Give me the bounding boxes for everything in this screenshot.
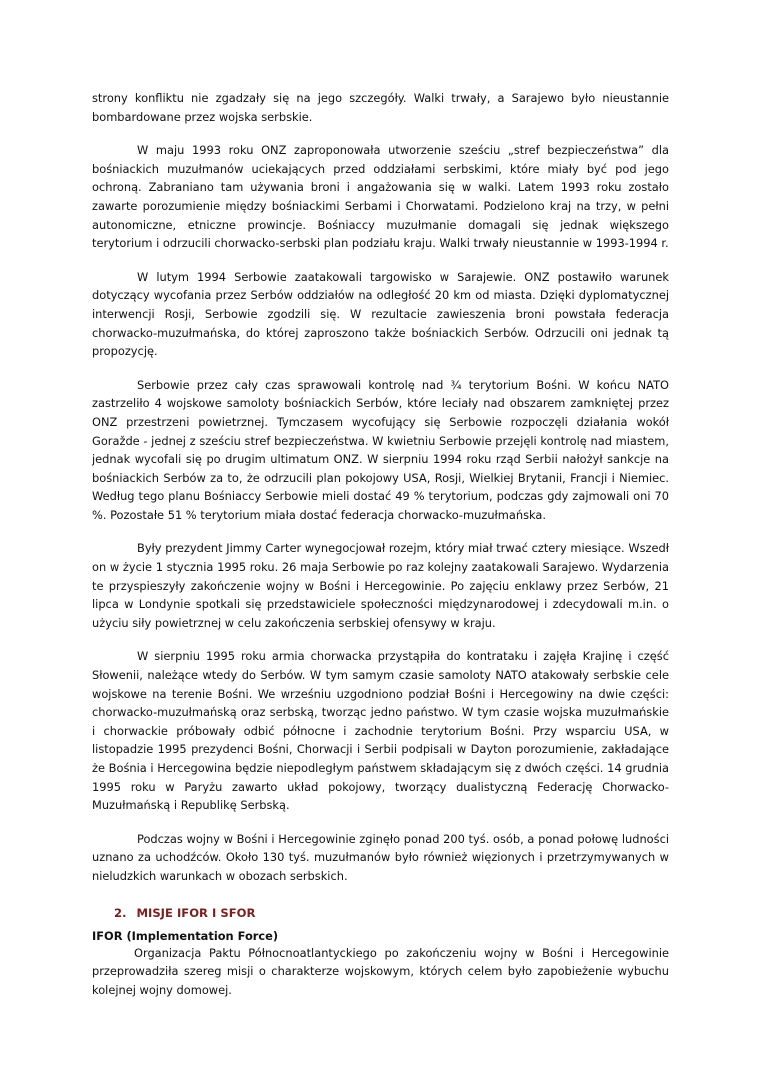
paragraph-5: Były prezydent Jimmy Carter wynegocjował rozejm, który miał trwać cztery miesiące. Wszedł on w życie 1 stycznia 1995 roku. 26 maja Serbowie po raz kolejny zaatakowali Sarajewo. Wydarzenia te przyspieszyły zakończenie wojny w Bośni i Hercegowinie. Po zajęciu enklawy przez Serbów, 21 lipca w Londynie spotkali się przedstawiciele społeczności międzynarodowej i zdecydowali m.in. o użyciu siły powietrznej w celu zakończenia serbskiej ofensywy w kraju. bbox=[92, 541, 669, 630]
section-number: 2. bbox=[114, 905, 127, 920]
section-title: MISJE IFOR I SFOR bbox=[136, 905, 256, 920]
paragraph-2: W maju 1993 roku ONZ zaproponowała utworzenie sześciu „stref bezpieczeństwa” dla bośniackich muzułmanów uciekających przed oddziałami serbskimi, które miały być pod jego ochroną. Zabraniano tam używania broni i angażowania się w walki. Latem 1993 roku zostało zawarte porozumienie między bośniackimi Serbami i Chorwatami. Podzielono kraj na trzy, w pełni autonomiczne, etniczne prowincje. Bośniaccy muzułmanie domagali się jednak większego terytorium i odrzucili chorwacko-serbski plan podziału kraju. Walki trwały nieustannie w 1993-1994 r. bbox=[92, 143, 669, 251]
document-page bbox=[92, 89, 669, 999]
subsection-heading: IFOR (Implementation Force) bbox=[92, 928, 279, 943]
subsection-paragraph: Organizacja Paktu Północnoatlantyckiego po zakończeniu wojny w Bośni i Hercegowinie przeprowadziła szereg misji o charakterze wojskowym, których celem było zapobieżenie wybuchu kolejnej wojny domowej. bbox=[92, 945, 669, 997]
paragraph-7: Podczas wojny w Bośni i Hercegowinie zginęło ponad 200 tyś. osób, a ponad połowę ludności uznano za uchodźców. Około 130 tyś. muzułmanów było również więzionych i przetrzymywanych w nieludzkich warunkach w obozach serbskich. bbox=[92, 831, 669, 883]
paragraph-3: W lutym 1994 Serbowie zaatakowali targowisko w Sarajewie. ONZ postawiło warunek dotyczący wycofania przez Serbów oddziałów na odległość 20 km od miasta. Dzięki dyplomatycznej interwencji Rosji, Serbowie zgodzili się. W rezultacie zawieszenia broni powstała federacja chorwacko-muzułmańska, do której zaproszono także bośniackich Serbów. Odrzucili oni jednak tą propozycję. bbox=[92, 269, 669, 359]
paragraph-6: W sierpniu 1995 roku armia chorwacka przystąpiła do kontrataku i zajęła Krajinę i część Słowenii, należące wtedy do Serbów. W tym samym czasie samoloty NATO atakowały serbskie cele wojskowe na terenie Bośni. We wrześniu uzgodniono podział Bośni i Hercegowiny na dwie części: chorwacko-muzułmańską oraz serbską, tworząc jedno państwo. W tym czasie wojska muzułmańskie i chorwackie próbowały odbić północne i zachodnie terytorium Bośni. Przy wsparciu USA, w listopadzie 1995 prezydenci Bośni, Chorwacji i Serbii podpisali w Dayton porozumienie, zakładające że Bośnia i Hercegowina będzie niepodległym państwem składającym się z dwóch części. 14 grudnia 1995 roku w Paryżu zawarto układ pokojowy, tworzący dualistyczną Federację Chorwacko-Muzułmańską i Republikę Serbską. bbox=[92, 649, 669, 813]
section-heading bbox=[114, 905, 669, 921]
paragraph-1: strony konfliktu nie zgadzały się na jego szczegóły. Walki trwały, a Sarajewo było nieustannie bombardowane przez wojska serbskie. bbox=[92, 91, 669, 124]
paragraph-4: Serbowie przez cały czas sprawowali kontrolę nad ¾ terytorium Bośni. W końcu NATO zastrzeliło 4 wojskowe samoloty bośniackich Serbów, które leciały nad obszarem zamkniętej przez ONZ przestrzeni powietrznej. Tymczasem wycofujący się Serbowie rozpoczęli działania wokół Goražde - jednej z sześciu stref bezpieczeństwa. W kwietniu Serbowie przejęli kontrolę nad miastem, jednak wycofali się po drugim ultimatum ONZ. W sierpniu 1994 roku rząd Serbii nałożył sankcje na bośniackich Serbów za to, że odrzucili plan pokojowy USA, Rosji, Wielkiej Brytanii, Francji i Niemiec. Według tego planu Bośniaccy Serbowie mieli dostać 49 % terytorium, podczas gdy zajmowali oni 70 %. Pozostałe 51 % terytorium miała dostać federacja chorwacko-muzułmańska. bbox=[92, 377, 669, 522]
